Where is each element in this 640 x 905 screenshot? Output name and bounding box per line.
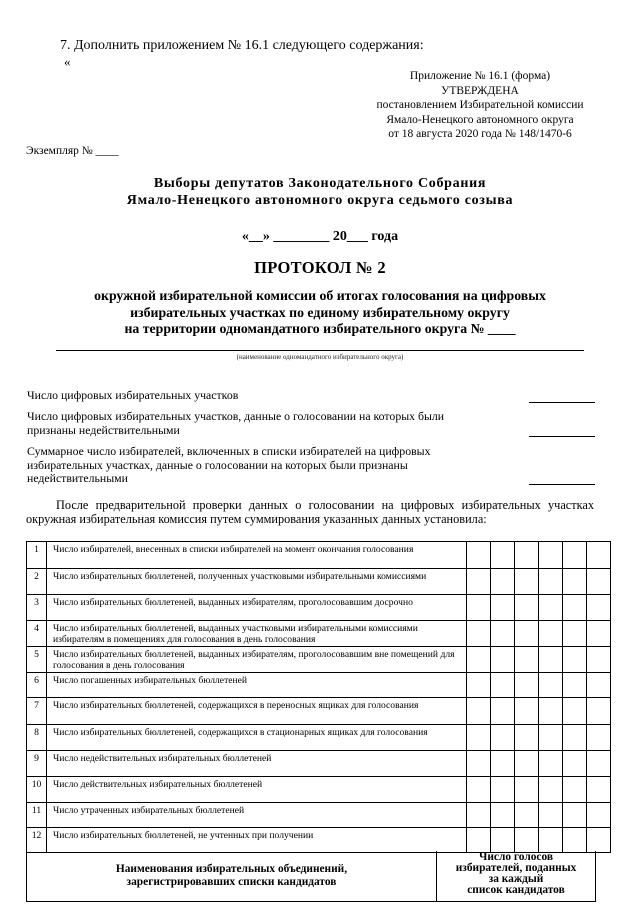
digit-cell[interactable] bbox=[491, 828, 515, 853]
digit-cell[interactable] bbox=[515, 647, 539, 673]
digit-cell[interactable] bbox=[491, 569, 515, 595]
digit-cell[interactable] bbox=[467, 647, 491, 673]
item-number: 7. bbox=[60, 38, 71, 53]
row-number: 5 bbox=[27, 647, 47, 673]
appendix-line: Приложение № 16.1 (форма) bbox=[409, 70, 551, 82]
digit-cell[interactable] bbox=[563, 621, 587, 647]
digit-cell[interactable] bbox=[563, 751, 587, 777]
table-row bbox=[27, 698, 611, 725]
field-label-invalid-voters bbox=[27, 445, 431, 486]
votes-header-line: за каждый bbox=[488, 873, 544, 885]
digit-cell[interactable] bbox=[467, 725, 491, 751]
party-header-line: зарегистрировавших списки кандидатов bbox=[126, 875, 337, 888]
row-number: 6 bbox=[27, 673, 47, 698]
digit-cell[interactable] bbox=[563, 698, 587, 725]
digit-cell[interactable] bbox=[491, 803, 515, 828]
row-label: Число избирательных бюллетеней, полученных участковыми избирательными комиссиями bbox=[47, 569, 467, 595]
digit-cell[interactable] bbox=[515, 542, 539, 569]
row-label: Число утраченных избирательных бюллетеней bbox=[47, 803, 467, 828]
row-number: 12 bbox=[27, 828, 47, 853]
table-row bbox=[27, 673, 611, 698]
digit-cell[interactable] bbox=[491, 595, 515, 621]
digit-cell[interactable] bbox=[563, 595, 587, 621]
row-number: 11 bbox=[27, 803, 47, 828]
digit-cell[interactable] bbox=[515, 673, 539, 698]
item-7 bbox=[60, 38, 424, 54]
appendix-approval-block bbox=[360, 69, 600, 142]
copy-number-label: Экземпляр № ____ bbox=[26, 145, 119, 157]
digit-cell[interactable] bbox=[563, 542, 587, 569]
digit-cell[interactable] bbox=[587, 595, 611, 621]
digit-cell[interactable] bbox=[587, 647, 611, 673]
field-label-line: Суммарное число избирателей, включенных в списки избирателей на цифровых bbox=[27, 444, 431, 458]
digit-cell[interactable] bbox=[587, 698, 611, 725]
digit-cell[interactable] bbox=[539, 751, 563, 777]
digit-cell[interactable] bbox=[515, 828, 539, 853]
digit-cell[interactable] bbox=[587, 569, 611, 595]
digit-cell[interactable] bbox=[467, 542, 491, 569]
row-number: 10 bbox=[27, 777, 47, 803]
digit-cell[interactable] bbox=[491, 777, 515, 803]
table-row bbox=[27, 621, 611, 647]
digit-cell[interactable] bbox=[515, 751, 539, 777]
digit-cell[interactable] bbox=[491, 621, 515, 647]
digit-cell[interactable] bbox=[539, 725, 563, 751]
row-label: Число избирательных бюллетеней, не учтенных при получении bbox=[47, 828, 467, 853]
digit-cell[interactable] bbox=[539, 647, 563, 673]
field-label-line: признаны недействительными bbox=[27, 422, 180, 437]
digit-cell[interactable] bbox=[587, 751, 611, 777]
field-label-digital-precincts: Число цифровых избирательных участков bbox=[27, 388, 239, 402]
digit-cell[interactable] bbox=[491, 698, 515, 725]
appendix-line: от 18 августа 2020 года № 148/1470-6 bbox=[388, 128, 572, 141]
digit-cell[interactable] bbox=[563, 673, 587, 698]
protocol-subtitle bbox=[20, 288, 620, 338]
digit-cell[interactable] bbox=[467, 751, 491, 777]
row-label: Число действительных избирательных бюллетеней bbox=[47, 777, 467, 803]
digit-cell[interactable] bbox=[587, 777, 611, 803]
digit-cell[interactable] bbox=[491, 673, 515, 698]
protocol-subtitle-line: на территории одномандатного избирательного округа № ____ bbox=[124, 321, 516, 336]
digit-cell[interactable] bbox=[467, 673, 491, 698]
election-title bbox=[20, 175, 620, 209]
row-number: 9 bbox=[27, 751, 47, 777]
row-label: Число избирательных бюллетеней, выданных избирателям, проголосовавшим вне помещений для голосования в день голосования bbox=[47, 647, 467, 673]
digit-cell[interactable] bbox=[515, 803, 539, 828]
digit-cell[interactable] bbox=[515, 569, 539, 595]
votes-header-line: избирателей, поданных bbox=[455, 862, 577, 874]
digit-cell[interactable] bbox=[491, 725, 515, 751]
field-blank-digital-precincts bbox=[529, 402, 595, 403]
votes-header-line: Число голосов bbox=[478, 851, 554, 863]
digit-cell[interactable] bbox=[587, 803, 611, 828]
row-number: 1 bbox=[27, 542, 47, 569]
digit-cell[interactable] bbox=[515, 595, 539, 621]
digit-cell[interactable] bbox=[467, 569, 491, 595]
digit-cell[interactable] bbox=[587, 673, 611, 698]
protocol-title: ПРОТОКОЛ № 2 bbox=[254, 258, 386, 277]
row-number: 2 bbox=[27, 569, 47, 595]
digit-cell[interactable] bbox=[539, 803, 563, 828]
digit-cell[interactable] bbox=[467, 803, 491, 828]
party-votes-header bbox=[26, 851, 596, 902]
digit-cell[interactable] bbox=[563, 777, 587, 803]
table-row bbox=[27, 542, 611, 569]
digit-cell[interactable] bbox=[563, 569, 587, 595]
appendix-line: постановлением Избирательной комиссии bbox=[376, 99, 584, 112]
digit-cell[interactable] bbox=[539, 542, 563, 569]
row-label: Число погашенных избирательных бюллетеней bbox=[47, 673, 467, 698]
district-caption: (наименование одномандатного избирательного округа) bbox=[236, 353, 404, 361]
item-text: Дополнить приложением № 16.1 следующего содержания: bbox=[74, 38, 424, 53]
field-label-invalid-precincts bbox=[27, 410, 444, 437]
digit-cell[interactable] bbox=[539, 828, 563, 853]
field-label-line: Число цифровых избирательных участков, данные о голосовании на которых были bbox=[27, 409, 445, 423]
table-row bbox=[27, 725, 611, 751]
row-number: 4 bbox=[27, 621, 47, 647]
party-header-line: Наименования избирательных объединений, bbox=[115, 863, 348, 875]
digit-cell[interactable] bbox=[491, 647, 515, 673]
results-table bbox=[26, 541, 611, 853]
digit-cell[interactable] bbox=[491, 542, 515, 569]
summary-paragraph: После предварительной проверки данных о голосовании на цифровых избирательных участках окружная избирательная комиссия путем суммирования указанных данных установила: bbox=[26, 498, 594, 526]
digit-cell[interactable] bbox=[467, 595, 491, 621]
party-names-header bbox=[27, 851, 437, 901]
table-row bbox=[27, 777, 611, 803]
digit-cell[interactable] bbox=[563, 725, 587, 751]
digit-cell[interactable] bbox=[467, 621, 491, 647]
digit-cell[interactable] bbox=[467, 777, 491, 803]
field-label-line: недействительными bbox=[27, 471, 128, 485]
field-blank-invalid-precincts bbox=[529, 436, 595, 437]
row-number: 3 bbox=[27, 595, 47, 621]
field-blank-invalid-voters bbox=[529, 484, 595, 485]
row-number: 8 bbox=[27, 725, 47, 751]
row-label: Число избирательных бюллетеней, выданных избирателям, проголосовавшим досрочно bbox=[47, 595, 467, 621]
digit-cell[interactable] bbox=[515, 698, 539, 725]
digit-cell[interactable] bbox=[515, 621, 539, 647]
table-row bbox=[27, 595, 611, 621]
protocol-subtitle-line: избирательных участках по единому избирательному округу bbox=[130, 304, 510, 320]
digit-cell[interactable] bbox=[563, 828, 587, 853]
district-name-line bbox=[56, 350, 584, 351]
digit-cell[interactable] bbox=[539, 621, 563, 647]
table-row bbox=[27, 751, 611, 777]
row-label: Число недействительных избирательных бюллетеней bbox=[47, 751, 467, 777]
digit-cell[interactable] bbox=[587, 621, 611, 647]
row-label: Число избирательных бюллетеней, выданных участковыми избирательными комиссиями избирателям в помещениях для голосования в день голосования bbox=[47, 621, 467, 647]
digit-cell[interactable] bbox=[467, 828, 491, 853]
row-label: Число избирательных бюллетеней, содержащихся в переносных ящиках для голосования bbox=[47, 698, 467, 725]
digit-cell[interactable] bbox=[515, 777, 539, 803]
digit-cell[interactable] bbox=[563, 803, 587, 828]
table-row bbox=[27, 569, 611, 595]
digit-cell[interactable] bbox=[539, 569, 563, 595]
quote-mark: « bbox=[64, 54, 71, 69]
date-line: «__» ________ 20___ года bbox=[241, 229, 399, 244]
appendix-line: УТВЕРЖДЕНА bbox=[441, 84, 519, 97]
digit-cell[interactable] bbox=[539, 673, 563, 698]
election-line: Выборы депутатов Законодательного Собрания bbox=[153, 176, 487, 191]
table-row bbox=[27, 803, 611, 828]
votes-count-header bbox=[437, 851, 595, 896]
row-label: Число избирательных бюллетеней, содержащихся в стационарных ящиках для голосования bbox=[47, 725, 467, 751]
row-label: Число избирателей, внесенных в списки избирателей на момент окончания голосования bbox=[47, 542, 467, 569]
digit-cell[interactable] bbox=[587, 828, 611, 853]
row-number: 7 bbox=[27, 698, 47, 725]
digit-cell[interactable] bbox=[539, 777, 563, 803]
digit-cell[interactable] bbox=[587, 542, 611, 569]
digit-cell[interactable] bbox=[563, 647, 587, 673]
votes-header-line: список кандидатов bbox=[467, 884, 565, 896]
digit-cell[interactable] bbox=[491, 751, 515, 777]
digit-cell[interactable] bbox=[539, 698, 563, 725]
table-row bbox=[27, 828, 611, 853]
field-label-line: избирательных участках, данные о голосовании на которых были признаны bbox=[27, 457, 408, 472]
protocol-subtitle-line: окружной избирательной комиссии об итогах голосования на цифровых bbox=[94, 288, 546, 303]
digit-cell[interactable] bbox=[539, 595, 563, 621]
appendix-line: Ямало-Ненецкого автономного округа bbox=[386, 113, 574, 126]
digit-cell[interactable] bbox=[587, 725, 611, 751]
table-row bbox=[27, 647, 611, 673]
digit-cell[interactable] bbox=[467, 698, 491, 725]
digit-cell[interactable] bbox=[515, 725, 539, 751]
election-line: Ямало-Ненецкого автономного округа седьмого созыва bbox=[126, 193, 514, 208]
